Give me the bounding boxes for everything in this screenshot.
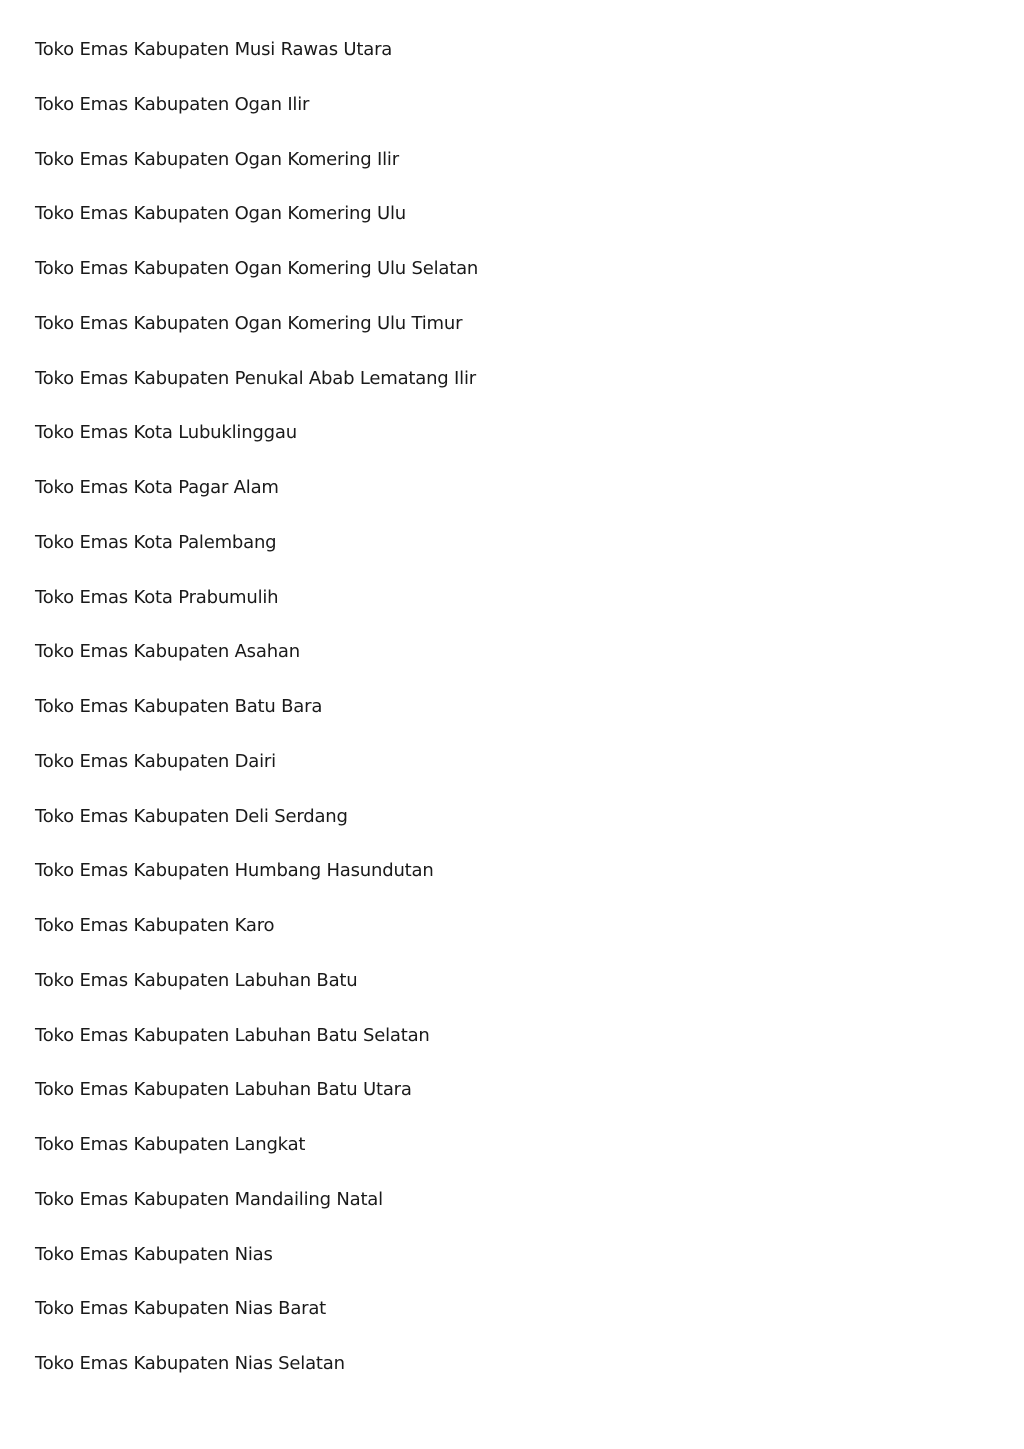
list-item	[35, 365, 478, 420]
store-link[interactable]: Toko Emas Kabupaten Ogan Komering Ulu	[35, 203, 406, 225]
store-link[interactable]: Toko Emas Kabupaten Labuhan Batu Selatan	[35, 1024, 430, 1046]
list-item	[35, 693, 478, 748]
store-link[interactable]: Toko Emas Kabupaten Musi Rawas Utara	[35, 39, 393, 60]
list-item	[35, 748, 478, 803]
list-item	[35, 146, 478, 201]
store-link[interactable]: Toko Emas Kabupaten Nias	[35, 1243, 273, 1265]
list-item	[35, 803, 478, 858]
list-item	[35, 474, 478, 529]
store-link[interactable]: Toko Emas Kabupaten Labuhan Batu	[35, 969, 358, 991]
list-item	[35, 912, 478, 967]
store-link[interactable]: Toko Emas Kabupaten Karo	[35, 915, 275, 936]
list-item	[35, 529, 478, 584]
store-link[interactable]: Toko Emas Kabupaten Ogan Komering Ulu Selatan	[35, 258, 479, 279]
list-item	[35, 419, 478, 474]
list-item	[35, 1350, 478, 1405]
store-link-list	[35, 36, 478, 1405]
list-item	[35, 310, 478, 365]
store-link[interactable]: Toko Emas Kabupaten Ogan Komering Ulu Timur	[35, 312, 463, 334]
store-link[interactable]: Toko Emas Kabupaten Batu Bara	[35, 696, 323, 717]
store-link[interactable]: Toko Emas Kabupaten Ogan Ilir	[35, 93, 310, 115]
store-link[interactable]: Toko Emas Kabupaten Mandailing Natal	[35, 1188, 383, 1210]
list-item	[35, 967, 478, 1022]
list-item	[35, 857, 478, 912]
store-link[interactable]: Toko Emas Kabupaten Penukal Abab Lematang Ilir	[35, 367, 476, 389]
store-link[interactable]: Toko Emas Kabupaten Nias Selatan	[35, 1353, 345, 1374]
list-item	[35, 1131, 478, 1186]
list-item	[35, 255, 478, 310]
list-item	[35, 200, 478, 255]
list-item	[35, 638, 478, 693]
store-link[interactable]: Toko Emas Kabupaten Humbang Hasundutan	[35, 860, 434, 882]
store-link[interactable]: Toko Emas Kabupaten Nias Barat	[35, 1298, 327, 1320]
store-link[interactable]: Toko Emas Kota Pagar Alam	[35, 477, 279, 498]
list-item	[35, 584, 478, 639]
store-link[interactable]: Toko Emas Kabupaten Deli Serdang	[35, 805, 348, 827]
list-item	[35, 1022, 478, 1077]
store-link[interactable]: Toko Emas Kota Lubuklinggau	[35, 422, 297, 444]
store-link[interactable]: Toko Emas Kabupaten Labuhan Batu Utara	[35, 1079, 412, 1101]
list-item	[35, 1186, 478, 1241]
list-item	[35, 36, 478, 91]
list-item	[35, 1076, 478, 1131]
list-item	[35, 1295, 478, 1350]
store-link[interactable]: Toko Emas Kabupaten Ogan Komering Ilir	[35, 148, 399, 170]
store-link[interactable]: Toko Emas Kota Palembang	[35, 531, 277, 553]
list-item	[35, 1241, 478, 1296]
store-link[interactable]: Toko Emas Kabupaten Dairi	[35, 750, 276, 772]
store-link[interactable]: Toko Emas Kota Prabumulih	[35, 586, 279, 608]
list-item	[35, 91, 478, 146]
store-link[interactable]: Toko Emas Kabupaten Asahan	[35, 641, 300, 663]
store-link[interactable]: Toko Emas Kabupaten Langkat	[35, 1134, 306, 1155]
